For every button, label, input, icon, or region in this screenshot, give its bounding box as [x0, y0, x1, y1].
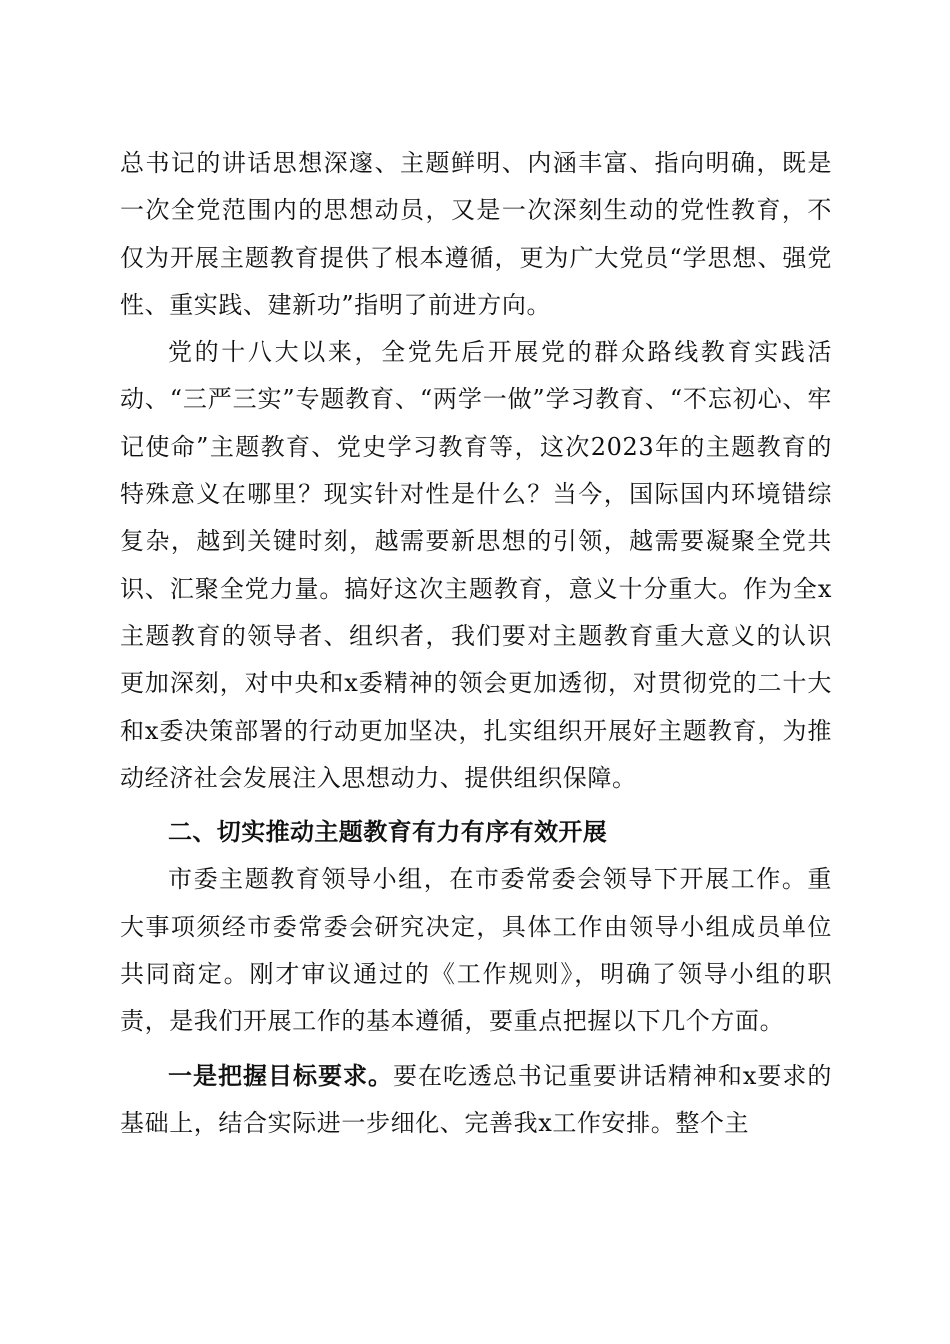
paragraph-goals-text: 要在吃透总书记重要讲话精神和x要求的基础上，结合实际进一步细化、完善我x工作安排。整个主 [120, 1061, 832, 1137]
section-heading-two: 二、切实推动主题教育有力有序有效开展 [168, 818, 608, 847]
paragraph-gap [120, 802, 832, 809]
paragraph-gap [120, 1046, 832, 1053]
paragraph-goals [120, 1053, 832, 1148]
paragraph-leading-group: 市委主题教育领导小组，在市委常委会领导下开展工作。重大事项须经市委常委会研究决定，具体工作由领导小组成员单位共同商定。刚才审议通过的《工作规则》，明确了领导小组的职责，是我们开展工作的基本遵循，要重点把握以下几个方面。 [120, 865, 832, 1036]
paragraph-continuation: 总书记的讲话思想深邃、主题鲜明、内涵丰富、指向明确，既是一次全党范围内的思想动员，又是一次深刻生动的党性教育，不仅为开展主题教育提供了根本遵循，更为广大党员“学思想、强党性、重实践、建新功”指明了前进方向。 [120, 149, 832, 319]
document-body [120, 140, 832, 1147]
paragraph-lead-phrase: 一是把握目标要求。 [168, 1061, 393, 1090]
paragraph-significance: 党的十八大以来，全党先后开展党的群众路线教育实践活动、“三严三实”专题教育、“两学一做”学习教育、“不忘初心、牢记使命”主题教育、党史学习教育等，这次2023年的主题教育的特殊意义在哪里？现实针对性是什么？当今，国际国内环境错综复杂，越到关键时刻，越需要新思想的引领，越需要凝聚全党共识、汇聚全党力量。搞好这次主题教育，意义十分重大。作为全x主题教育的领导者、组织者，我们要对主题教育重大意义的认识更加深刻，对中央和x委精神的领会更加透彻，对贯彻党的二十大和x委决策部署的行动更加坚决，扎实组织开展好主题教育，为推动经济社会发展注入思想动力、提供组织保障。 [120, 338, 832, 792]
